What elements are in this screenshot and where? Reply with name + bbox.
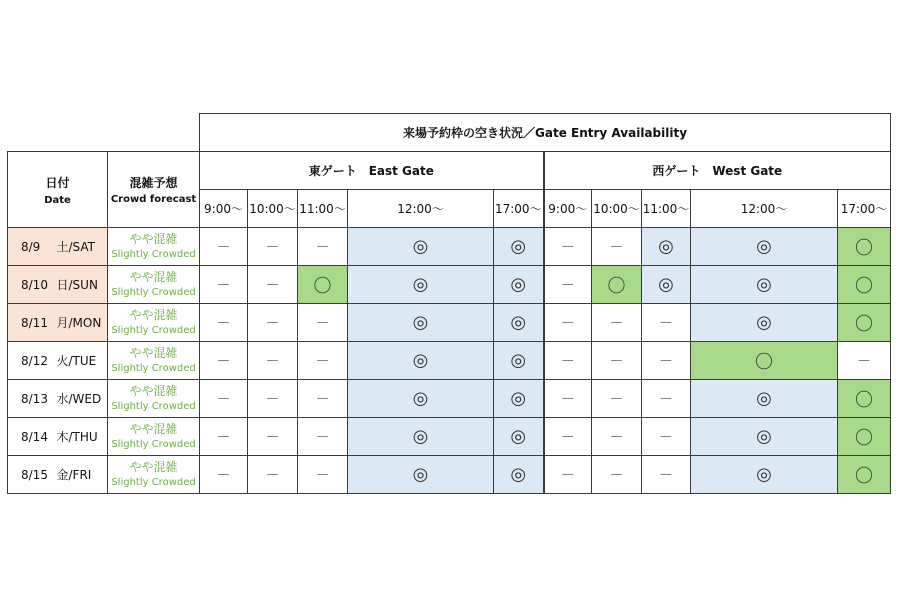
east-slot-unavailable: － <box>248 266 298 304</box>
table-row <box>8 266 891 304</box>
crowd-forecast-cell <box>108 266 200 304</box>
west-time-17: 17:00～ <box>838 190 891 228</box>
date-cell: 8/13 <box>8 380 53 418</box>
east-slot-unavailable: － <box>200 418 248 456</box>
west-slot-unavailable: － <box>838 342 891 380</box>
west-slot-few-left: 〇 <box>838 418 891 456</box>
west-time-12: 12:00～ <box>691 190 838 228</box>
east-slot-available: ◎ <box>494 266 544 304</box>
west-slot-available: ◎ <box>691 266 838 304</box>
west-slot-unavailable: － <box>592 380 642 418</box>
east-slot-available: ◎ <box>348 228 494 266</box>
west-time-10: 10:00～ <box>592 190 642 228</box>
west-time-9: 9:00～ <box>544 190 592 228</box>
crowd-forecast-cell <box>108 342 200 380</box>
weekday-cell: 日/SUN <box>53 266 108 304</box>
crowd-forecast-cell <box>108 228 200 266</box>
east-slot-unavailable: － <box>248 304 298 342</box>
blank-corner <box>8 114 200 152</box>
crowd-forecast-jp: やや混雑 <box>129 345 178 360</box>
east-slot-available: ◎ <box>348 456 494 494</box>
east-time-17: 17:00～ <box>494 190 544 228</box>
crowd-label-en: Crowd forecast <box>110 194 197 205</box>
west-slot-few-left: 〇 <box>691 342 838 380</box>
east-slot-unavailable: － <box>200 380 248 418</box>
table-row <box>8 304 891 342</box>
crowd-forecast-cell <box>108 304 200 342</box>
east-slot-unavailable: － <box>298 418 348 456</box>
east-slot-unavailable: － <box>200 228 248 266</box>
east-slot-unavailable: － <box>248 228 298 266</box>
west-slot-few-left: 〇 <box>838 228 891 266</box>
west-slot-unavailable: － <box>592 228 642 266</box>
west-slot-unavailable: － <box>642 380 691 418</box>
east-slot-unavailable: － <box>298 304 348 342</box>
date-label-jp: 日付 <box>45 175 70 190</box>
east-slot-available: ◎ <box>494 380 544 418</box>
west-slot-unavailable: － <box>544 266 592 304</box>
table-row <box>8 380 891 418</box>
weekday-cell: 土/SAT <box>53 228 108 266</box>
west-time-11: 11:00～ <box>642 190 691 228</box>
weekday-cell: 月/MON <box>53 304 108 342</box>
table-row <box>8 456 891 494</box>
east-slot-unavailable: － <box>200 456 248 494</box>
west-slot-unavailable: － <box>592 342 642 380</box>
west-slot-unavailable: － <box>544 418 592 456</box>
west-slot-unavailable: － <box>642 304 691 342</box>
crowd-forecast-en: Slightly Crowded <box>111 248 196 260</box>
west-slot-unavailable: － <box>642 456 691 494</box>
date-cell: 8/15 <box>8 456 53 494</box>
west-slot-available: ◎ <box>691 304 838 342</box>
east-slot-available: ◎ <box>494 228 544 266</box>
east-time-9: 9:00～ <box>200 190 248 228</box>
west-slot-unavailable: － <box>544 456 592 494</box>
east-time-12: 12:00～ <box>348 190 494 228</box>
availability-table <box>7 113 891 494</box>
east-slot-few-left: 〇 <box>298 266 348 304</box>
table-row <box>8 342 891 380</box>
west-slot-available: ◎ <box>691 418 838 456</box>
date-label-en: Date <box>44 194 71 206</box>
east-slot-available: ◎ <box>348 418 494 456</box>
date-cell: 8/11 <box>8 304 53 342</box>
east-slot-available: ◎ <box>494 304 544 342</box>
west-slot-unavailable: － <box>642 418 691 456</box>
table-title: 来場予約枠の空き状況／Gate Entry Availability <box>200 114 891 152</box>
weekday-cell: 木/THU <box>53 418 108 456</box>
east-slot-unavailable: － <box>248 380 298 418</box>
east-time-11: 11:00～ <box>298 190 348 228</box>
east-slot-unavailable: － <box>200 304 248 342</box>
crowd-forecast-en: Slightly Crowded <box>111 438 196 450</box>
crowd-forecast-cell <box>108 456 200 494</box>
east-slot-available: ◎ <box>348 342 494 380</box>
east-slot-available: ◎ <box>348 380 494 418</box>
west-slot-available: ◎ <box>642 228 691 266</box>
crowd-forecast-en: Slightly Crowded <box>111 362 196 374</box>
table-row <box>8 418 891 456</box>
date-cell: 8/12 <box>8 342 53 380</box>
crowd-forecast-jp: やや混雑 <box>129 421 178 436</box>
weekday-cell: 火/TUE <box>53 342 108 380</box>
west-slot-unavailable: － <box>592 418 642 456</box>
crowd-label-jp: 混雑予想 <box>129 176 178 190</box>
weekday-cell: 金/FRI <box>53 456 108 494</box>
east-slot-unavailable: － <box>298 342 348 380</box>
bottom-whitespace <box>0 497 900 601</box>
west-slot-unavailable: － <box>544 380 592 418</box>
east-slot-unavailable: － <box>298 380 348 418</box>
west-slot-few-left: 〇 <box>838 380 891 418</box>
west-slot-unavailable: － <box>544 304 592 342</box>
west-slot-available: ◎ <box>642 266 691 304</box>
west-gate-header: 西ゲート West Gate <box>544 152 891 190</box>
date-cell: 8/14 <box>8 418 53 456</box>
west-slot-unavailable: － <box>544 228 592 266</box>
west-slot-few-left: 〇 <box>838 266 891 304</box>
crowd-forecast-jp: やや混雑 <box>129 231 178 246</box>
table-row <box>8 228 891 266</box>
crowd-forecast-cell <box>108 380 200 418</box>
east-slot-unavailable: － <box>248 342 298 380</box>
crowd-forecast-jp: やや混雑 <box>129 459 178 474</box>
east-slot-unavailable: － <box>248 418 298 456</box>
crowd-forecast-en: Slightly Crowded <box>111 286 196 298</box>
crowd-forecast-jp: やや混雑 <box>129 383 178 398</box>
west-slot-unavailable: － <box>642 342 691 380</box>
date-cell: 8/10 <box>8 266 53 304</box>
east-slot-unavailable: － <box>248 456 298 494</box>
west-slot-available: ◎ <box>691 380 838 418</box>
date-column-header <box>8 152 108 228</box>
west-slot-unavailable: － <box>544 342 592 380</box>
availability-rows <box>8 228 891 494</box>
east-slot-unavailable: － <box>298 456 348 494</box>
east-slot-available: ◎ <box>348 304 494 342</box>
east-slot-available: ◎ <box>494 342 544 380</box>
crowd-column-header <box>108 152 200 228</box>
east-slot-unavailable: － <box>298 228 348 266</box>
east-slot-available: ◎ <box>494 456 544 494</box>
west-slot-unavailable: － <box>592 456 642 494</box>
west-slot-few-left: 〇 <box>838 456 891 494</box>
west-slot-few-left: 〇 <box>592 266 642 304</box>
east-slot-available: ◎ <box>348 266 494 304</box>
crowd-forecast-en: Slightly Crowded <box>111 324 196 336</box>
east-time-10: 10:00～ <box>248 190 298 228</box>
crowd-forecast-cell <box>108 418 200 456</box>
west-slot-unavailable: － <box>592 304 642 342</box>
crowd-forecast-jp: やや混雑 <box>129 269 178 284</box>
date-cell: 8/9 <box>8 228 53 266</box>
east-slot-available: ◎ <box>494 418 544 456</box>
west-slot-available: ◎ <box>691 456 838 494</box>
weekday-cell: 水/WED <box>53 380 108 418</box>
west-slot-available: ◎ <box>691 228 838 266</box>
crowd-forecast-en: Slightly Crowded <box>111 476 196 488</box>
west-slot-few-left: 〇 <box>838 304 891 342</box>
east-slot-unavailable: － <box>200 266 248 304</box>
crowd-forecast-jp: やや混雑 <box>129 307 178 322</box>
east-slot-unavailable: － <box>200 342 248 380</box>
crowd-forecast-en: Slightly Crowded <box>111 400 196 412</box>
east-gate-header: 東ゲート East Gate <box>200 152 544 190</box>
